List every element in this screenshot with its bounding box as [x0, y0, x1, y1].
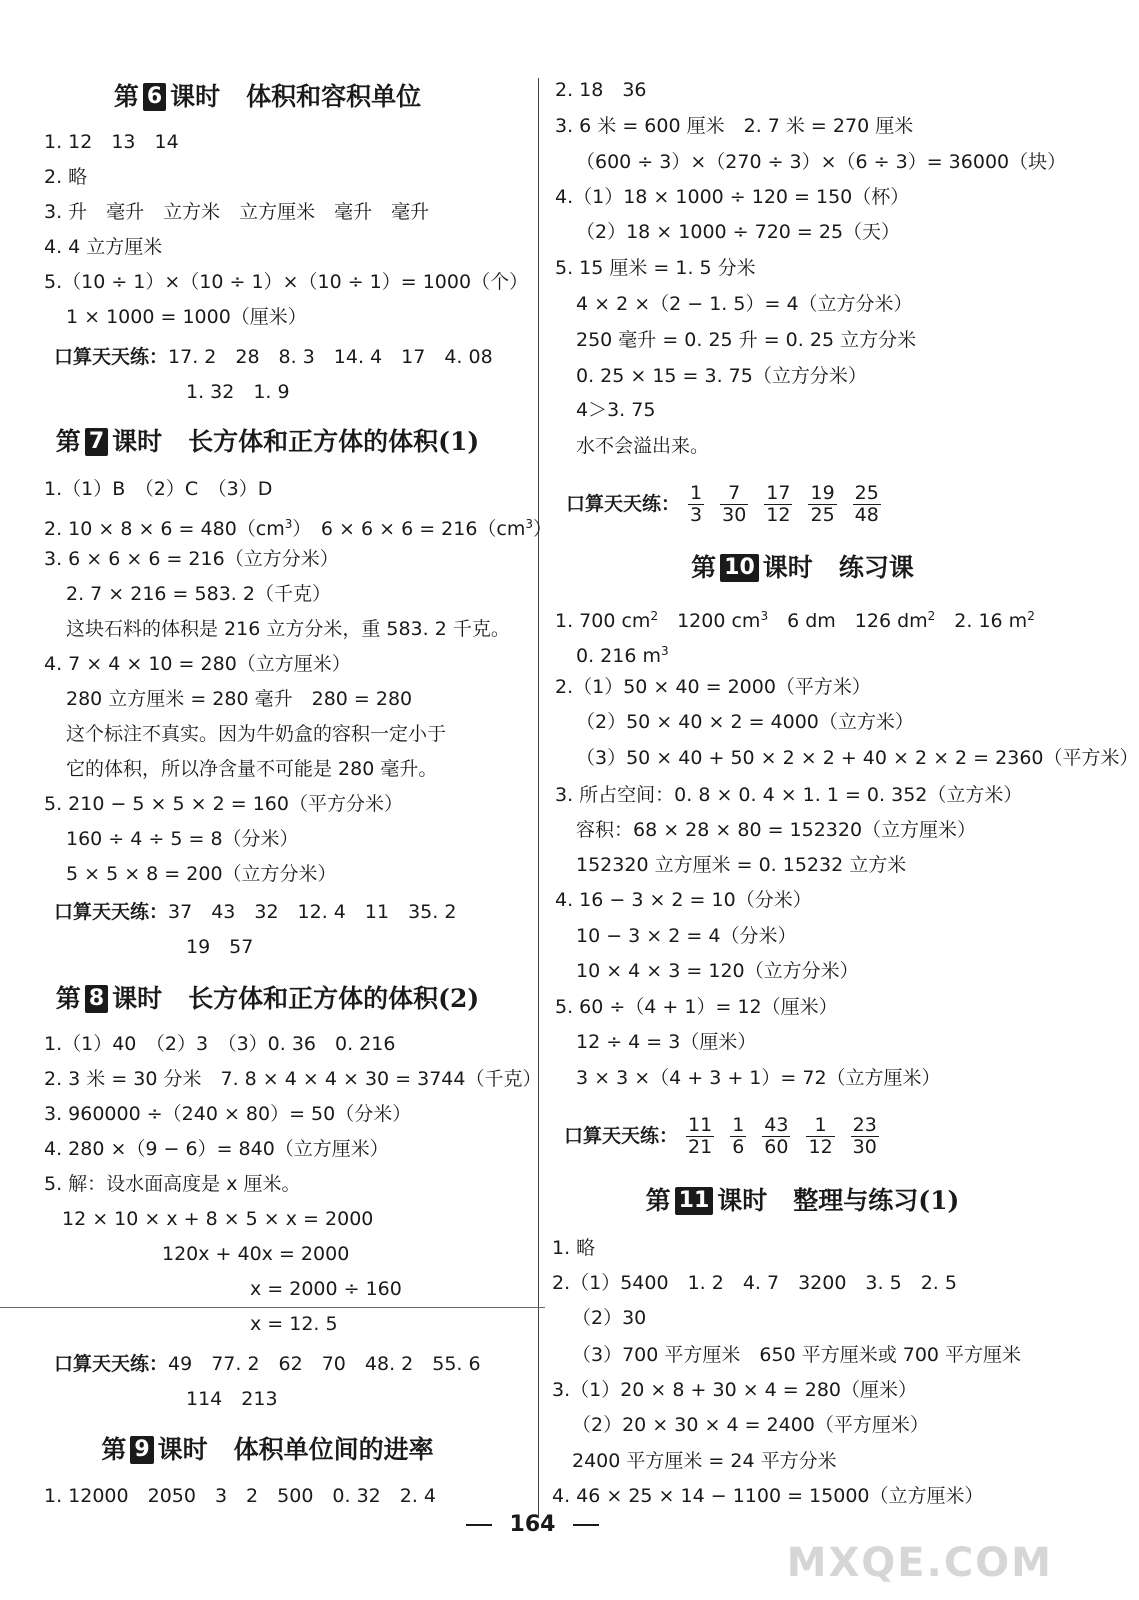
answer-line: （600 ÷ 3）×（270 ÷ 3）×（6 ÷ 3）= 36000（块） — [576, 151, 1067, 173]
answer-line: 2.（1）5400 1. 2 4. 7 3200 3. 5 2. 5 — [552, 1272, 957, 1294]
answer-line: 2. 7 × 216 = 583. 2（千克） — [66, 583, 331, 605]
answer-line: 4.（1）18 × 1000 ÷ 120 = 150（杯） — [555, 186, 910, 208]
column-divider — [538, 78, 539, 1518]
answer-line: 2. $10 \times 8 \times 6 = 480(cm^3)$ $6 \times 6 \times 6 = 216(cm^3)$ — [44, 517, 553, 540]
denominator: 21 — [688, 1136, 713, 1158]
answer-line: 它的体积，所以净含量不可能是 280 毫升。 — [66, 758, 438, 780]
answer-line: 5. 15 厘米 = 1. 5 分米 — [555, 257, 756, 279]
answer-line: 5 × 5 × 8 = 200（立方分米） — [66, 863, 337, 885]
answer-line: 3. 6 米 = 600 厘米 2. 7 米 = 270 厘米 — [555, 115, 914, 137]
denominator: 48 — [854, 504, 879, 526]
answer-line: 2. 18 36 — [555, 79, 647, 101]
answer-line: 1. 略 — [552, 1237, 596, 1259]
answer-line: 4. 16 − 3 × 2 = 10（分米） — [555, 889, 812, 911]
answer-line: 2.（1）50 × 40 = 2000（平方米） — [555, 676, 871, 698]
numerator: 1 — [732, 1114, 745, 1136]
answer-line: 这块石料的体积是 216 立方分米，重 583. 2 千克。 — [66, 618, 510, 640]
numerator: 43 — [764, 1114, 789, 1136]
answer-line: 3. 升 毫升 立方米 立方厘米 毫升 毫升 — [44, 201, 430, 223]
drill-label: 口算天天练： — [54, 346, 169, 368]
answer-line: 3. 所占空间：0. 8 × 0. 4 × 1. 1 = 0. 352（立方米） — [555, 784, 1023, 806]
fraction — [806, 1115, 834, 1158]
numerator: 23 — [852, 1114, 877, 1136]
lesson-6-heading: 第 6 课时 体积和容积单位 — [113, 82, 422, 111]
answer-line: （2）18 × 1000 ÷ 720 = 25（天） — [576, 221, 901, 243]
lesson-9-heading: 第 9 课时 体积单位间的进率 — [101, 1435, 434, 1464]
answer-line: 4. 280 ×（9 − 6）= 840（立方厘米） — [44, 1138, 389, 1160]
denominator: 60 — [764, 1136, 789, 1158]
answer-line: 5. 解：设水面高度是 x 厘米。 — [44, 1173, 301, 1195]
mental-math-drill — [564, 1110, 887, 1162]
lesson-10-heading: 第 10 课时 练习课 — [691, 553, 914, 582]
drill-label: 口算天天练： — [54, 901, 169, 923]
drill-line: 114 213 — [186, 1388, 278, 1410]
answer-line: 容积：68 × 28 × 80 = 152320（立方厘米） — [576, 819, 977, 841]
answer-line: 1. 700 $cm^2$ 1200 $cm^3$ 6 dm 126 $dm^2$ 2. 16 $m^2$ — [555, 609, 1035, 632]
answer-line: 1.（1）B （2）C （3）D — [44, 478, 273, 500]
answer-line: （3）50 × 40 + 50 × 2 × 2 + 40 × 2 × 2 = 2360（平方米） — [576, 747, 1139, 769]
fraction — [686, 1115, 714, 1158]
numerator: 11 — [688, 1114, 713, 1136]
answer-line: 280 立方厘米 = 280 毫升 280 = 280 — [66, 688, 413, 710]
lesson-8-heading: 第 8 课时 长方体和正方体的体积(2) — [55, 984, 480, 1013]
answer-line: 2. 略 — [44, 166, 88, 188]
answer-line: 250 毫升 = 0. 25 升 = 0. 25 立方分米 — [576, 329, 917, 351]
denominator: 30 — [852, 1136, 877, 1158]
answer-line: 1 × 1000 = 1000（厘米） — [66, 306, 307, 328]
answer-line: 3.（1）20 × 8 + 30 × 4 = 280（厘米） — [552, 1379, 918, 1401]
answer-line: 4. 7 × 4 × 10 = 280（立方厘米） — [44, 653, 351, 675]
numerator: 7 — [720, 483, 748, 505]
mental-math-drill: 口算天天练：37 43 32 12. 4 11 35. 2 — [54, 901, 457, 923]
numerator: 1 — [690, 482, 703, 504]
answer-line: （2）50 × 40 × 2 = 4000（立方米） — [576, 711, 914, 733]
answer-line: 4 × 2 ×（2 − 1. 5）= 4（立方分米） — [576, 293, 913, 315]
answer-line: 3. 960000 ÷（240 × 80）= 50（分米） — [44, 1103, 412, 1125]
equation-line: x = 12. 5 — [250, 1313, 338, 1335]
denominator: 12 — [808, 1136, 833, 1158]
answer-line: 152320 立方厘米 = 0. 15232 立方米 — [576, 854, 907, 876]
drill-label: 口算天天练： — [564, 1125, 679, 1147]
denominator: 25 — [810, 504, 835, 526]
answer-line: 10 − 3 × 2 = 4（分米） — [576, 925, 797, 947]
denominator: 12 — [766, 504, 791, 526]
denominator: 3 — [690, 504, 703, 526]
fraction-list — [680, 482, 889, 526]
answer-line: 4. 46 × 25 × 14 − 1100 = 15000（立方厘米） — [552, 1485, 984, 1507]
fraction — [764, 483, 792, 526]
answer-line: 160 ÷ 4 ÷ 5 = 8（分米） — [66, 828, 299, 850]
answer-line: 5. 210 − 5 × 5 × 2 = 160（平方分米） — [44, 793, 403, 815]
equation-line: 120x + 40x = 2000 — [162, 1243, 350, 1265]
equation-line: 12 × 10 × x + 8 × 5 × x = 2000 — [62, 1208, 374, 1230]
answer-line: 3. 6 × 6 × 6 = 216（立方分米） — [44, 548, 339, 570]
fraction-list — [678, 1114, 887, 1158]
answer-line: （2）30 — [572, 1307, 647, 1329]
fraction — [851, 1115, 879, 1158]
drill-label: 口算天天练： — [566, 493, 681, 515]
fraction — [762, 1115, 790, 1158]
answer-line: 5. 60 ÷（4 + 1）= 12（厘米） — [555, 996, 838, 1018]
denominator: 6 — [732, 1136, 745, 1158]
answer-line: 0. 25 × 15 = 3. 75（立方分米） — [576, 365, 867, 387]
drill-label: 口算天天练： — [54, 1353, 169, 1375]
mental-math-drill: 口算天天练：17. 2 28 8. 3 14. 4 17 4. 08 — [54, 346, 493, 368]
answer-line: 水不会溢出来。 — [576, 435, 710, 457]
mental-math-drill: 口算天天练：49 77. 2 62 70 48. 2 55. 6 — [54, 1353, 481, 1375]
answer-line: 12 ÷ 4 = 3（厘米） — [576, 1031, 757, 1053]
numerator: 1 — [806, 1115, 834, 1137]
page-footer — [0, 1512, 1065, 1537]
answer-line: 4. 4 立方厘米 — [44, 236, 163, 258]
numerator: 25 — [854, 482, 879, 504]
answer-line: 0. 216 $m^3$ — [576, 644, 669, 667]
drill-line: 19 57 — [186, 936, 254, 958]
answer-line: 5.（10 ÷ 1）×（10 ÷ 1）×（10 ÷ 1）= 1000（个） — [44, 271, 529, 293]
denominator: 30 — [722, 504, 747, 526]
lesson-7-heading: 第 7 课时 长方体和正方体的体积(1) — [55, 427, 480, 456]
equation-line: x = 2000 ÷ 160 — [250, 1278, 402, 1300]
answer-line: 2. 3 米 = 30 分米 7. 8 × 4 × 4 × 30 = 3744（千克） — [44, 1068, 542, 1090]
fraction — [853, 483, 881, 526]
answer-line: 4＞3. 75 — [576, 399, 656, 421]
answer-line: （3）700 平方厘米 650 平方厘米或 700 平方厘米 — [572, 1344, 1022, 1366]
fraction — [730, 1115, 746, 1158]
answer-line: 1.（1）40 （2）3 （3）0. 36 0. 216 — [44, 1033, 396, 1055]
watermark: MXQE.COM — [786, 1540, 1053, 1586]
answer-line: 10 × 4 × 3 = 120（立方分米） — [576, 960, 859, 982]
fraction — [688, 483, 704, 526]
answer-line: 2400 平方厘米 = 24 平方分米 — [572, 1450, 837, 1472]
answer-line: 1. 12 13 14 — [44, 131, 179, 153]
answer-line: （2）20 × 30 × 4 = 2400（平方厘米） — [572, 1414, 929, 1436]
section-divider — [0, 1307, 545, 1308]
fraction — [808, 483, 836, 526]
lesson-11-heading: 第 11 课时 整理与练习(1) — [645, 1186, 960, 1215]
answer-line: 3 × 3 ×（4 + 3 + 1）= 72（立方厘米） — [576, 1067, 941, 1089]
answer-line: 这个标注不真实。因为牛奶盒的容积一定小于 — [66, 723, 447, 745]
mental-math-drill — [566, 478, 889, 530]
numerator: 19 — [810, 482, 835, 504]
fraction — [720, 483, 748, 526]
page-number: 164 — [509, 1512, 556, 1537]
drill-line: 1. 32 1. 9 — [186, 381, 290, 403]
answer-line: 1. 12000 2050 3 2 500 0. 32 2. 4 — [44, 1485, 437, 1507]
numerator: 17 — [766, 482, 791, 504]
